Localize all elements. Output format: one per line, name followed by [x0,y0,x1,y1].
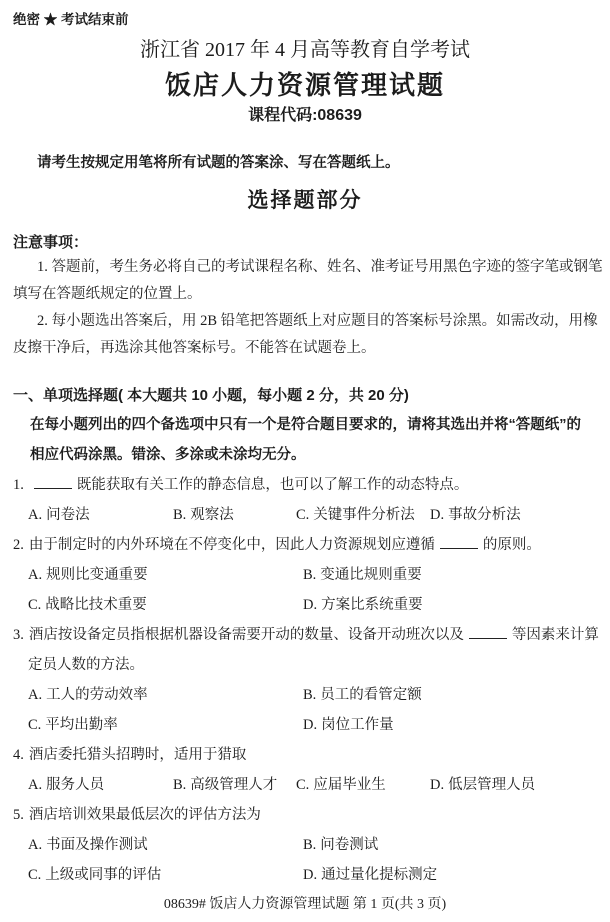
option-text: 方案比系统重要 [321,597,423,613]
question-5-options-row-2 [0,860,610,890]
option-letter: B. [173,777,187,793]
question-4-options-row [0,770,610,800]
question-3-option-d [303,710,394,740]
option-text: 岗位工作量 [321,717,394,733]
question-3-stem-line-2 [0,650,610,680]
question-2-options-row-2 [0,590,610,620]
question-3-option-b [303,680,422,710]
question-5-stem [0,800,610,830]
question-4-option-a [28,770,104,800]
option-text: 服务人员 [46,777,105,793]
option-text: 低层管理人员 [448,777,536,793]
page-title: 饭店人力资源管理试题 [164,70,445,100]
option-text: 事故分析法 [448,507,521,523]
classification-banner: 绝密 ★ 考试结束前 [13,12,129,27]
option-letter: A. [28,837,43,853]
option-text: 战略比技术重要 [45,597,147,613]
question-1-stem [0,470,610,500]
option-letter: D. [303,867,318,883]
question-5-option-b [303,830,378,860]
question-4-stem [0,740,610,770]
question-1-text: 既能获取有关工作的静态信息，也可以了解工作的动态特点。 [76,477,469,493]
option-text: 上级或同事的评估 [45,867,162,883]
question-4-option-c [296,770,386,800]
option-text: 关键事件分析法 [313,507,415,523]
option-text: 员工的看管定额 [320,687,422,703]
question-3-text-pre: 酒店按设备定员指根据机器设备需要开动的数量、设备开动班次以及 [28,627,464,643]
option-letter: B. [173,507,187,523]
note-item-2-line-2: 皮擦干净后，再选涂其他答案标号。不能答在试题卷上。 [13,340,376,356]
question-3-text-line-2: 定员人数的方法。 [28,657,144,673]
option-letter: A. [28,687,43,703]
option-letter: B. [303,837,317,853]
answer-blank [440,543,478,549]
question-2-options-row-1 [0,560,610,590]
question-5-option-a [28,830,148,860]
question-2-text-pre: 由于制定时的内外环境在不停变化中，因此人力资源规划应遵循 [28,537,435,553]
notes-heading: 注意事项： [13,234,89,251]
note-item-1-line-1: 1. 答题前，考生务必将自己的考试课程名称、姓名、准考证号用黑色字迹的签字笔或钢笔 [37,259,603,275]
exam-session-title: 浙江省 2017 年 4 月高等教育自学考试 [140,39,470,61]
option-text: 高级管理人才 [190,777,278,793]
question-1-option-b [173,500,234,530]
question-3-options-row-1 [0,680,610,710]
option-text: 应届毕业生 [313,777,386,793]
question-4-text: 酒店委托猎头招聘时，适用于猎取 [28,747,247,763]
question-1-number: 1. [13,477,24,493]
question-5-number: 5. [13,807,24,823]
note-item-2-line-1: 2. 每小题选出答案后，用 2B 铅笔把答题纸上对应题目的答案标号涂黑。如需改动，用橡 [37,313,598,329]
question-2-number: 2. [13,537,24,553]
question-1-option-c [296,500,415,530]
option-text: 观察法 [190,507,234,523]
question-3-stem-line-1 [0,620,610,650]
question-1-options-row [0,500,610,530]
option-text: 通过量化提标测定 [321,867,438,883]
question-3-number: 3. [13,627,24,643]
option-letter: C. [296,507,310,523]
option-text: 问卷法 [46,507,90,523]
question-4-option-b [173,770,277,800]
option-letter: C. [28,867,42,883]
option-letter: B. [303,687,317,703]
option-letter: C. [28,717,42,733]
option-letter: C. [28,597,42,613]
note-item-1-line-2: 填写在答题纸规定的位置上。 [13,286,202,302]
question-2-stem [0,530,610,560]
answer-sheet-notice: 请考生按规定用笔将所有试题的答案涂、写在答题纸上。 [37,155,400,171]
question-2-text-post: 的原则。 [482,537,541,553]
question-4-number: 4. [13,747,24,763]
option-letter: D. [303,597,318,613]
option-letter: A. [28,777,43,793]
question-5-options-row-1 [0,830,610,860]
option-letter: D. [430,507,445,523]
page-footer: 08639# 饭店人力资源管理试题 第 1 页(共 3 页) [163,897,447,912]
option-text: 变通比规则重要 [320,567,422,583]
option-text: 规则比变通重要 [46,567,148,583]
question-3-option-a [28,680,148,710]
answer-blank [469,633,507,639]
option-letter: A. [28,567,43,583]
section-1-instruction-line-1: 在每小题列出的四个备选项中只有一个是符合题目要求的，请将其选出并将“答题纸”的 [30,417,581,433]
option-letter: B. [303,567,317,583]
question-5-text: 酒店培训效果最低层次的评估方法为 [28,807,261,823]
question-2-option-a [28,560,148,590]
question-3-option-c [28,710,118,740]
option-text: 书面及操作测试 [46,837,148,853]
section-1-instruction-line-2: 相应代码涂黑。错涂、多涂或未涂均无分。 [30,447,306,463]
answer-blank [34,483,72,489]
question-4-option-d [430,770,535,800]
option-text: 平均出勤率 [45,717,118,733]
section-title: 选择题部分 [247,189,363,212]
question-2-option-d [303,590,423,620]
option-letter: C. [296,777,310,793]
question-2-option-c [28,590,147,620]
option-letter: A. [28,507,43,523]
question-5-option-c [28,860,161,890]
option-text: 问卷测试 [320,837,379,853]
question-3-text-cont: 等因素来计算 [511,627,599,643]
course-code: 课程代码:08639 [248,107,362,124]
question-1-option-a [28,500,90,530]
question-1-option-d [430,500,521,530]
question-5-option-d [303,860,437,890]
option-letter: D. [303,717,318,733]
option-text: 工人的劳动效率 [46,687,148,703]
section-1-heading: 一、单项选择题( 本大题共 10 小题，每小题 2 分，共 20 分) [13,387,409,404]
option-letter: D. [430,777,445,793]
question-3-options-row-2 [0,710,610,740]
question-2-option-b [303,560,422,590]
